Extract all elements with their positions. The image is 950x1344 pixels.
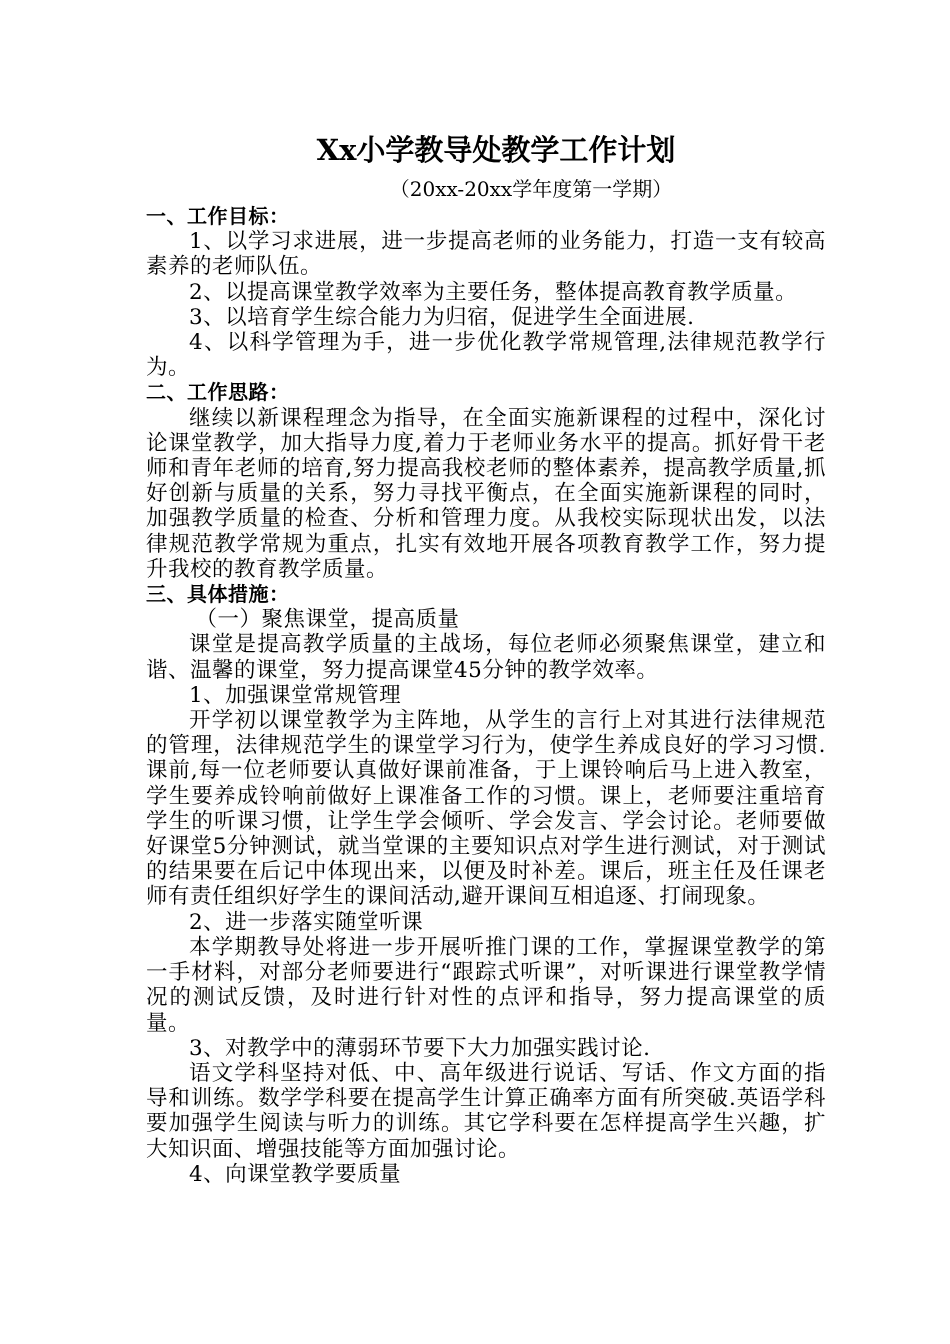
paragraph: 4、向课堂教学要质量 — [189, 1161, 402, 1187]
page-title: Xx小学教导处教学工作计划 — [316, 133, 676, 167]
paragraph: 继续以新课程理念为指导，在全面实施新课程的过程中，深化讨论课堂教学，加大指导力度,着力于老师业务水平的提高。抓好骨干老师和青年老师的培育,努力提高我校老师的整体素养，提高教学质量,抓好创新与质量的关系，努力寻找平衡点，在全面实施新课程的同时，加强教学质量的检查、分析和管理力度。从我校实际现状出发，以法律规范教学常规为重点，扎实有效地开展各项教育教学工作，努力提升我校的教育教学质量。 — [146, 405, 826, 582]
section-heading-measures: 三、具体措施： — [146, 582, 290, 607]
paragraph: 1、加强课堂常规管理 — [189, 682, 402, 708]
document-body — [146, 126, 826, 1187]
paragraph: 2、以提高课堂教学效率为主要任务，整体提高教育教学质量。 — [189, 279, 798, 305]
paragraph: 课堂是提高教学质量的主战场，每位老师必须聚焦课堂，建立和谐、温馨的课堂，努力提高课堂45分钟的教学效率。 — [146, 632, 826, 683]
paragraph: 1、以学习求进展，进一步提高老师的业务能力，打造一支有较高素养的老师队伍。 — [146, 229, 826, 280]
paragraph: 2、进一步落实随堂听课 — [189, 909, 424, 935]
paragraph: 语文学科坚持对低、中、高年级进行说话、写话、作文方面的指导和训练。数学学科要在提高学生计算正确率方面有所突破.英语学科要加强学生阅读与听力的训练。其它学科要在怎样提高学生兴趣，扩大知识面、增强技能等方面加强讨论。 — [146, 1060, 826, 1162]
section-heading-goals: 一、工作目标： — [146, 204, 290, 228]
page-subtitle: （20xx-20xx学年度第一学期） — [389, 177, 673, 201]
paragraph: 本学期教导处将进一步开展听推门课的工作，掌握课堂教学的第一手材料，对部分老师要进行“跟踪式听课”，对听课进行课堂教学情况的测试反馈，及时进行针对性的点评和指导，努力提高课堂的质量。 — [146, 934, 826, 1036]
paragraph: 开学初以课堂教学为主阵地，从学生的言行上对其进行法律规范的管理，法律规范学生的课堂学习行为，使学生养成良好的学习习惯.课前,每一位老师要认真做好课前准备，于上课铃响后马上进入教室，学生要养成铃响前做好上课准备工作的习惯。课上，老师要注重培育学生的听课习惯，让学生学会倾听、学会发言、学会讨论。老师要做好课堂5分钟测试，就当堂课的主要知识点对学生进行测试，对于测试的结果要在后记中体现出来，以便及时补差。课后，班主任及任课老师有责任组织好学生的课间活动,避开课间互相追逐、打闹现象。 — [146, 708, 826, 910]
paragraph: 4、以科学管理为手，进一步优化教学常规管理,法律规范教学行为。 — [146, 330, 826, 381]
paragraph: 3、以培育学生综合能力为归宿，促进学生全面进展. — [189, 304, 695, 330]
section-heading-ideas: 二、工作思路： — [146, 380, 290, 405]
paragraph: 3、对教学中的薄弱环节要下大力加强实践讨论. — [189, 1035, 651, 1061]
subsection-heading: （一）聚焦课堂，提高质量 — [195, 607, 460, 633]
